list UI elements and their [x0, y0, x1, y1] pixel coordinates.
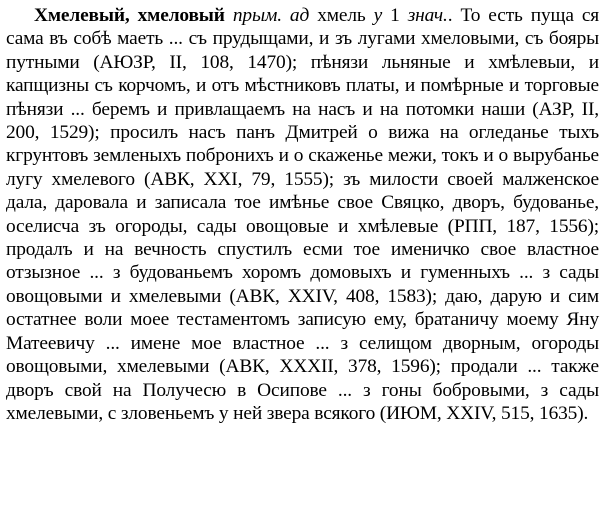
sense-label: знач. — [407, 5, 448, 26]
grammar-label: прым. ад — [232, 5, 310, 26]
entry-body-text: . То есть пуща ся сама въ собѣ маеть ... съ прудыщами, и зъ лугами хмеловыми, съ бояры путными (АЮЗР, II, 108, 1470); пѣнязи льняные и хмѣлевыи, и капщизны съ корчомъ, и отъ мѣстниковъ платы, и помѣрные и торговые пѣнязи ... беремъ и привлащаемъ на насъ и на потомки наши (АЗР, II, 200, 1529); просилъ насъ панъ Дмитрей о вижа на огледанье тыхъ кгрунтовъ земленыхъ побронихъ и о скаженье межи, токъ и о вырубанье лугу хмелевого (АВК, XXI, 79, 1555); зъ милости своей малженское дала, даровала и записала тое имѣнье свое Свяцко, дворъ, будованье, оселисча зъ огороды, сады овощовые и хмѣлевые (РПП, 187, 1556); продалъ и на вечность спустилъ есми тое именичко свое властное отзызное ... з будованьемъ хоромъ домовыхъ и гуменныхъ ... з сады овощовыми и хмелевыми (АВК, XXIV, 408, 1583); даю, дарую и сим остатнее воли моее тестаментомъ записую ему, братаничу моему Яну Матеевичу ... имене мое властное ... з селищом дворным, огороды овощовыми, хмелевыми (АВК, XXXII, 378, 1596); продали ... также дворъ свой на Получесю в Осипове ... з гоны бобровыми, з сады хмелевыми, с зловеньемъ у ней звера всякого (ИЮМ, XXIV, 515, 1635). — [6, 5, 600, 424]
derived-from-word: хмель — [317, 5, 366, 26]
sense-number: 1 — [390, 5, 400, 26]
headword: Хмелевый, хмеловый — [34, 5, 225, 26]
sense-marker: у — [373, 5, 383, 26]
